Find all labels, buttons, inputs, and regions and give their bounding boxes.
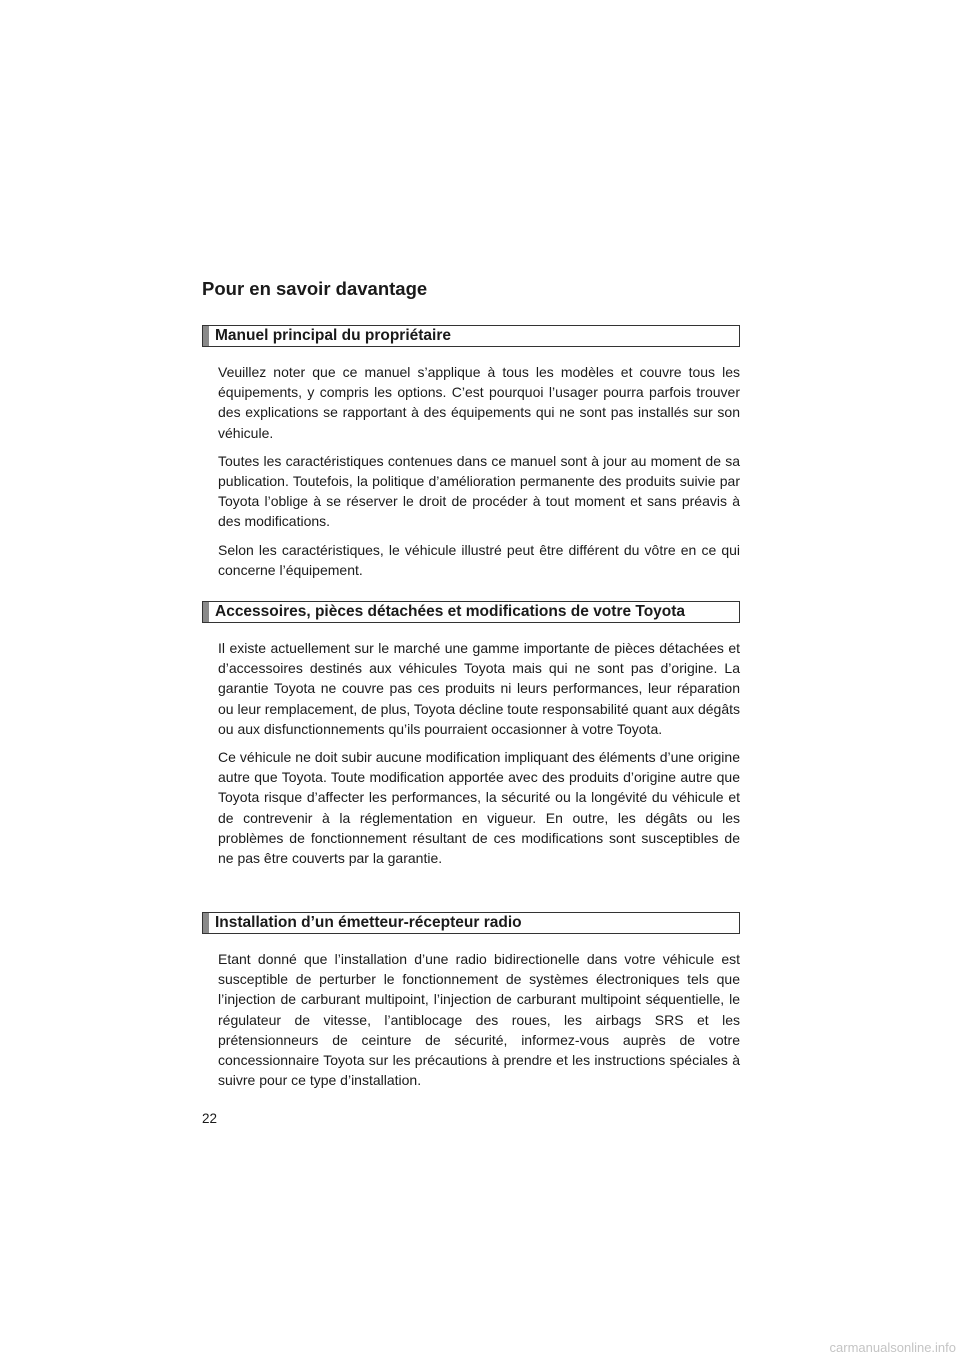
section-accessories xyxy=(202,601,740,876)
section-body xyxy=(218,949,740,1090)
page-number: 22 xyxy=(202,1111,218,1126)
paragraph: Toutes les caractéristiques contenues dans ce manuel sont à jour au moment de sa publication. Toutefois, la politique d’amélioration permanente des produits suivie par Toyota l’oblige à se réserver le droit de procéder à tout moment et sans préavis à des modifications. xyxy=(218,452,740,530)
section-body xyxy=(218,638,740,868)
paragraph: Selon les caractéristiques, le véhicule illustré peut être différent du vôtre en ce qui concerne l’équipement. xyxy=(218,541,740,578)
paragraph: Etant donné que l’installation d’une radio bidirectionelle dans votre véhicule est susceptible de perturber le fonctionnement de systèmes électroniques tels que l’injection de carburant multipoint, l’injection de carburant multipoint séquentielle, le régulateur de vitesse, l’antiblocage des roues, les airbags SRS et les prétensionneurs de ceinture de sécurité, informez-vous auprès de votre concessionnaire Toyota sur les précautions à prendre et les instructions spéciales à suivre pour ce type d’installation. xyxy=(218,951,740,1089)
page-title: Pour en savoir davantage xyxy=(202,278,428,299)
section-heading: Manuel principal du propriétaire xyxy=(215,327,451,344)
section-owners-manual xyxy=(202,325,740,588)
section-header xyxy=(202,325,740,347)
section-radio-installation xyxy=(202,912,740,1098)
section-heading: Installation d’un émetteur-récepteur radio xyxy=(215,914,522,931)
paragraph: Ce véhicule ne doit subir aucune modification impliquant des éléments d’une origine autre que Toyota. Toute modification apportée avec des produits d’origine autre que Toyota risque d’affecter les performances, la sécurité ou la longévité du véhicule et de contrevenir à la réglementation en vigueur. En outre, les dégâts ou les problèmes de fonctionnement résultant de ces modifications sont susceptibles de ne pas être couverts par la garantie. xyxy=(218,749,740,867)
section-header xyxy=(202,912,740,934)
section-header xyxy=(202,601,740,623)
section-heading: Accessoires, pièces détachées et modifications de votre Toyota xyxy=(215,603,686,620)
paragraph: Il existe actuellement sur le marché une gamme importante de pièces détachées et d’accessoires destinés aux véhicules Toyota mais qui ne sont pas d’origine. La garantie Toyota ne couvre pas ces produits ni leurs performances, leur réparation ou leur remplacement, de plus, Toyota décline toute responsabilité quant aux dégâts ou aux disfunctionnements qu’ils pourraient occasionner à votre Toyota. xyxy=(218,640,740,737)
section-body xyxy=(218,362,740,580)
paragraph: Veuillez noter que ce manuel s’applique à tous les modèles et couvre tous les équipements, y compris les options. C’est pourquoi l’usager pourra parfois trouver des explications se rapportant à des équipements qui ne sont pas installés sur son véhicule. xyxy=(218,364,740,441)
watermark: carmanualsonline.info xyxy=(829,1340,956,1355)
